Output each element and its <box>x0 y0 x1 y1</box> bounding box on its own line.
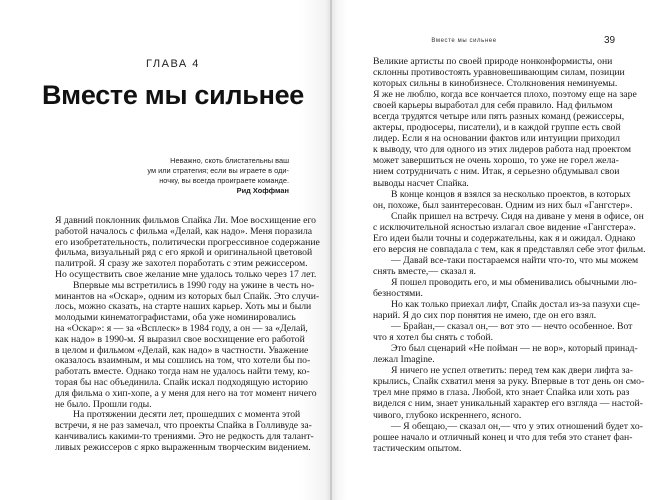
text-line: лидер. Если я на основании фактов или интуиции приходил <box>373 133 620 145</box>
text-line: рошее начало и отличный конец и что для тебя это станет фан- <box>373 431 633 443</box>
text-line: с исключительной ясностью излагал свое видение «Гангстера». <box>373 221 636 233</box>
text-line: работать вместе. Однако тогда нам не удалось найти тему, ко- <box>55 366 310 378</box>
running-head: Вместе мы сильнее <box>431 38 497 44</box>
text-line: нием сотрудничать с ним. Итак, я серьезно обдумывал свои <box>373 166 620 178</box>
text-line: В конце концов я взялся за несколько проектов, в которых <box>391 188 631 200</box>
text-line: актеры, продюсеры, писатели), и в каждой группе есть свой <box>373 122 621 134</box>
text-line: — Брайан,— сказал он,— вот это — нечто особенное. Вот <box>391 321 633 333</box>
left-body-text <box>55 215 320 454</box>
text-line: молодыми кинематографистами, оба уже номинировались <box>55 312 296 324</box>
text-line: Его идеи были точны и содержательны, как я и ожидал. Однако <box>373 232 636 244</box>
text-line: всегда трудятся четыре или пять разных команд (режиссеры, <box>373 111 625 123</box>
text-line: лежал Imagine. <box>373 354 435 366</box>
text-line: Но осуществить свое желание мне удалось только через 17 лет. <box>55 268 317 280</box>
text-line: его версия не совпадала с тем, как я представлял себе этот фильм. <box>373 243 646 255</box>
text-line: трел мне прямо в глаза. Любой, кто знает Спайка или хоть раз <box>373 387 630 399</box>
text-line: выводы насчет Спайка. <box>373 177 469 189</box>
text-line: Впервые мы встретились в 1990 году на ужине в честь но- <box>73 279 315 291</box>
text-line: — Я обещаю,— сказал он,— что у этих отношений будет хо- <box>391 420 643 432</box>
epigraph-author: Рид Хоффман <box>236 186 289 195</box>
text-line: На протяжении десяти лет, прошедших с момента этой <box>73 409 301 421</box>
text-line: Великие артисты по своей природе нонконформисты, они <box>373 56 613 67</box>
text-line: минантов на «Оскар», одним из которых был Спайк. Это случи- <box>55 290 320 302</box>
text-line: Это был сценарий «Не пойман — не вор», который принад- <box>391 343 638 355</box>
text-line: ливых режиссеров с ярко выраженным творческим видением. <box>55 441 311 453</box>
text-line: крылись, Спайк схватил меня за руку. Впервые в тот день он смо- <box>373 376 645 388</box>
epigraph-line: ночку, вы всегда проиграете команде. <box>159 176 289 185</box>
chapter-label: ГЛАВА 4 <box>146 58 200 70</box>
text-line: палитрой. Я сразу же захотел поработать с этим режиссером. <box>55 258 308 270</box>
text-line: своей карьеры выработал для себя правило. Над фильмом <box>373 100 613 112</box>
text-line: Спайк пришел на встречу. Сидя на диване у меня в офисе, он <box>391 210 644 222</box>
text-line: как надо» в 1990-м. Я выразил свое восхищение его работой <box>55 333 305 345</box>
text-line: Я давний поклонник фильмов Спайка Ли. Мое восхищение его <box>55 215 317 226</box>
epigraph <box>139 156 289 196</box>
text-line: торая бы нас объединила. Спайк искал подходящую историю <box>55 376 308 388</box>
text-line: которых сильны в кинобизнесе. Столкновения неминуемы. <box>373 78 618 90</box>
text-line: Я же не люблю, когда все кончается плохо, поэтому еще на заре <box>373 89 637 101</box>
text-line: встречи, я не раз замечал, что проекты Спайка в Голливуде за- <box>55 420 312 432</box>
epigraph-line: Неважно, скоть блистательны ваш <box>170 156 289 165</box>
text-line: в целом и фильмом «Делай, как надо» в частности. Уважение <box>55 344 309 356</box>
text-line: он, похоже, был заинтересован. Одним из них был «Гангстер». <box>373 199 633 211</box>
text-line: Но как только приехал лифт, Спайк достал из-за пазухи сце- <box>391 299 640 311</box>
page-number: 39 <box>604 35 616 46</box>
text-line: Я пошел проводить его, и мы обменивались обычными лю- <box>391 276 637 288</box>
left-page <box>0 0 330 500</box>
text-line: чивого, глубоко искреннего, ясного. <box>373 409 522 421</box>
text-line: работой началось с фильма «Делай, как надо». Меня поразила <box>55 225 313 237</box>
text-line: виделся с ним, знает уникальный характер его взгляда — настой- <box>373 398 643 410</box>
text-line: его изобретательность, политически прогрессивное содержание <box>55 236 320 248</box>
right-body-text <box>373 56 646 454</box>
epigraph-line: ум или стратегия; если вы играете в оди- <box>147 166 289 175</box>
right-page <box>332 0 664 500</box>
text-line: не было. Прошли годы. <box>55 398 152 410</box>
text-line: оказалось взаимным, и мы сошлись на том, что хотели бы по- <box>55 355 311 367</box>
text-line: снять вместе,— сказал я. <box>373 265 476 277</box>
text-line: фильма, визуальный ряд с его яркой и оригинальной цветовой <box>55 247 313 259</box>
text-line: для фильма о хип-хопе, а у меня для него на тот момент ничего <box>55 387 317 399</box>
text-line: Я ничего не успел ответить: перед тем как двери лифта за- <box>391 365 634 377</box>
text-line: тастическим опытом. <box>373 442 462 454</box>
text-line: что я хотел бы снять с тобой. <box>373 332 494 344</box>
text-line: к выводу, что для одного из этих лидеров работа над проектом <box>373 144 631 156</box>
chapter-title: Вместе мы сильнее <box>41 80 305 110</box>
text-line: канчивались какими-то трениями. Это не редкость для талант- <box>55 430 314 442</box>
text-line: может завершиться не очень хорошо, то уже не горел жела- <box>373 155 619 167</box>
text-line: — Давай все-таки постараемся найти что-то, что мы можем <box>391 254 639 266</box>
text-line: на «Оскар»: я — за «Всплеск» в 1984 году, а он — за «Делай, <box>55 322 308 334</box>
text-line: безностями. <box>373 287 423 299</box>
text-line: нарий. Я до сих пор понятия не имею, где он его взял. <box>373 310 597 322</box>
text-line: склонны противостоять уравновешивающим силам, позиции <box>373 67 625 79</box>
text-line: лось, можно сказать, на старте наших карьер. Хоть мы и были <box>55 301 312 313</box>
